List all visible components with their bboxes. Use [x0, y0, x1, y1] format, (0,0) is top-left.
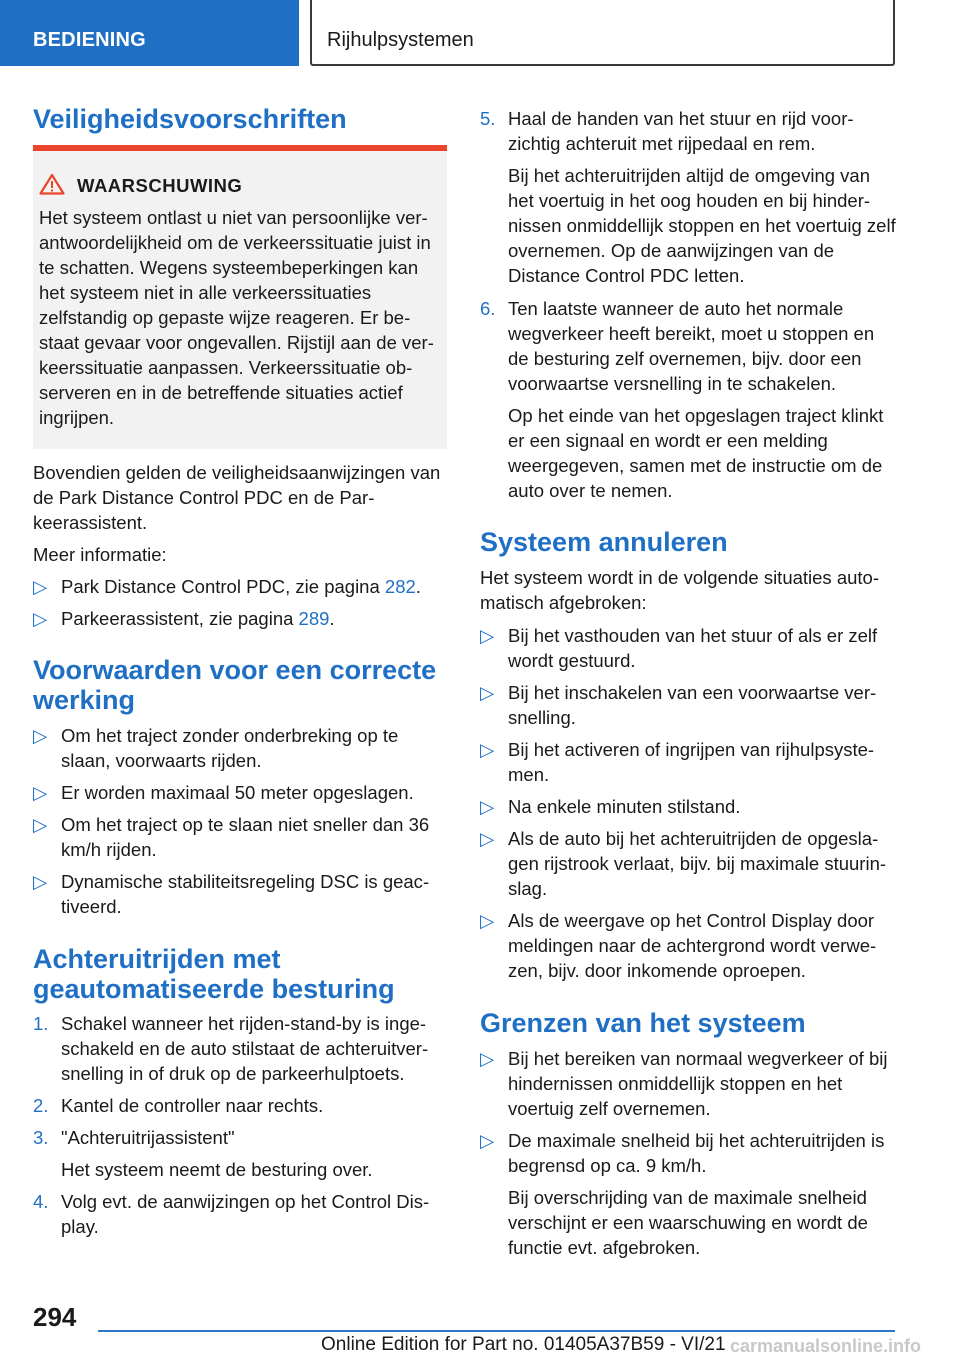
bullet-icon: ▷: [480, 739, 495, 760]
step-number: 1.: [33, 1013, 49, 1034]
heading-safety: Veiligheidsvoorschriften: [33, 104, 347, 134]
bullet-icon: ▷: [33, 871, 48, 892]
bullet-icon: ▷: [480, 682, 495, 703]
bullet-icon: ▷: [33, 576, 48, 597]
page-link-289[interactable]: 289: [298, 608, 330, 629]
chapter-label: Rijhulpsystemen: [327, 29, 474, 51]
paragraph-cancel: Het systeem wordt in de volgende situaties automatisch afgebroken:: [480, 567, 879, 613]
step-number: 4.: [33, 1191, 49, 1212]
heading-cancel: Systeem annuleren: [480, 527, 728, 557]
page-number: 294: [33, 1302, 77, 1332]
list-item-subtext: Bij overschrijding van de maximale snelheid verschijnt er een waarschuwing en wordt de functie evt. afgebroken.: [508, 1187, 868, 1258]
list-item-text: Als de weergave op het Control Display door meldingen naar de achtergrond wordt verwezen, bijv. door inkomende oproepen.: [508, 910, 877, 981]
list-item-text: Bij het vasthouden van het stuur of als er zelf wordt gestuurd.: [508, 625, 878, 671]
paragraph-also: Bovendien gelden de veiligheidsaanwijzingen van de Park Distance Control PDC en de Parkeerassistent.: [33, 462, 441, 533]
bullet-icon: ▷: [480, 828, 495, 849]
step-number: 6.: [480, 298, 496, 319]
heading-conditions: Voorwaarden voor een correcte werking: [33, 655, 437, 715]
bullet-icon: ▷: [480, 1130, 495, 1151]
step-subtext: Bij het achteruitrijden altijd de omgeving van het voertuig in het oog houden en bij hindernissen onmiddellijk stoppen en het voertuig zelf overnemen. Op de aanwijzingen van de Distance Control PDC letten.: [508, 165, 896, 286]
step-text: Ten laatste wanneer de auto het normale wegverkeer heeft bereikt, moet u stoppen en de besturing zelf overnemen, bijv. door een voorwaartse versnelling in te schakelen.: [508, 298, 875, 394]
list-item-text: Park Distance Control PDC, zie pagina: [61, 576, 385, 597]
chapter-tab: [310, 0, 895, 66]
step-text: Volg evt. de aanwijzingen op het Control Display.: [61, 1191, 430, 1237]
list-item-text: Dynamische stabiliteitsregeling DSC is geactiveerd.: [61, 871, 430, 917]
list-item-text: Als de auto bij het achteruitrijden de opgeslagen rijstrook verlaat, bijv. bij maximale stuurinslag.: [508, 828, 887, 899]
step-subtext: Op het einde van het opgeslagen traject klinkt er een signaal en wordt er een melding weergegeven, samen met de instructie om de auto over te nemen.: [508, 405, 884, 501]
list-item-tail: .: [329, 608, 335, 629]
list-item-tail: .: [415, 576, 421, 597]
step-subtext: Het systeem neemt de besturing over.: [61, 1159, 373, 1180]
step-text: Haal de handen van het stuur en rijd voorzichtig achteruit met rijpedaal en rem.: [508, 108, 854, 154]
warning-body: Het systeem ontlast u niet van persoonlijke verantwoordelijkheid om de verkeerssituatie juist in te schatten. Wegens systeembeperkingen kan het systeem niet in alle verkeerssituaties zelfstandig op gepaste wijze reageren. Er bestaat gevaar voor ongevallen. Rijstijl aan de verkeerssituatie aanpassen. Verkeerssituatie observeren en in de betreffende situaties actief ingrijpen.: [39, 207, 434, 428]
warning-title: [39, 173, 242, 197]
bullet-icon: ▷: [33, 814, 48, 835]
step-text: "Achteruitrijassistent": [61, 1127, 235, 1148]
bullet-icon: ▷: [480, 625, 495, 646]
warning-box: [33, 151, 447, 449]
footer-edition: Online Edition for Part no. 01405A37B59 - VI/21: [321, 1334, 726, 1355]
list-item-text: De maximale snelheid bij het achteruitrijden is begrensd op ca. 9 km/h.: [508, 1130, 885, 1176]
page-link-282[interactable]: 282: [384, 576, 416, 597]
heading-limits: Grenzen van het systeem: [480, 1008, 806, 1038]
step-number: 2.: [33, 1095, 49, 1116]
bullet-icon: ▷: [480, 796, 495, 817]
heading-reverse: Achteruitrijden met geautomatiseerde besturing: [33, 944, 395, 1004]
bullet-icon: ▷: [33, 608, 48, 629]
step-text: Kantel de controller naar rechts.: [61, 1095, 324, 1116]
warning-title-text: WAARSCHUWING: [77, 175, 243, 196]
watermark: carmanualsonline.info: [730, 1336, 922, 1356]
step-number: 3.: [33, 1127, 49, 1148]
list-item-text: Na enkele minuten stilstand.: [508, 796, 741, 817]
section-tab: [0, 0, 299, 66]
bullet-icon: ▷: [33, 725, 48, 746]
list-item-text: Om het traject op te slaan niet sneller dan 36 km/h rijden.: [61, 814, 430, 860]
step-text: Schakel wanneer het rijden-stand-by is ingeschakeld en de auto stilstaat de achteruitversnelling in of druk op de parkeerhulptoets.: [61, 1013, 429, 1084]
bullet-icon: ▷: [33, 782, 48, 803]
list-item-text: Bij het inschakelen van een voorwaartse versnelling.: [508, 682, 877, 728]
bullet-icon: ▷: [480, 1048, 495, 1069]
paragraph-more-info: Meer informatie:: [33, 544, 167, 565]
footer-rule: [98, 1330, 895, 1332]
bullet-icon: ▷: [480, 910, 495, 931]
list-item-text: Om het traject zonder onderbreking op te slaan, voorwaarts rijden.: [61, 725, 399, 771]
list-item-text: Er worden maximaal 50 meter opgeslagen.: [61, 782, 414, 803]
warning-triangle-icon: [39, 173, 65, 195]
step-number: 5.: [480, 108, 496, 129]
list-item-text: Parkeerassistent, zie pagina: [61, 608, 299, 629]
list-item-text: Bij het activeren of ingrijpen van rijhulpsystemen.: [508, 739, 875, 785]
section-label: BEDIENING: [33, 29, 146, 51]
list-item-text: Bij het bereiken van normaal wegverkeer of bij hindernissen onmiddellijk stoppen en het voertuig zelf overnemen.: [508, 1048, 888, 1119]
